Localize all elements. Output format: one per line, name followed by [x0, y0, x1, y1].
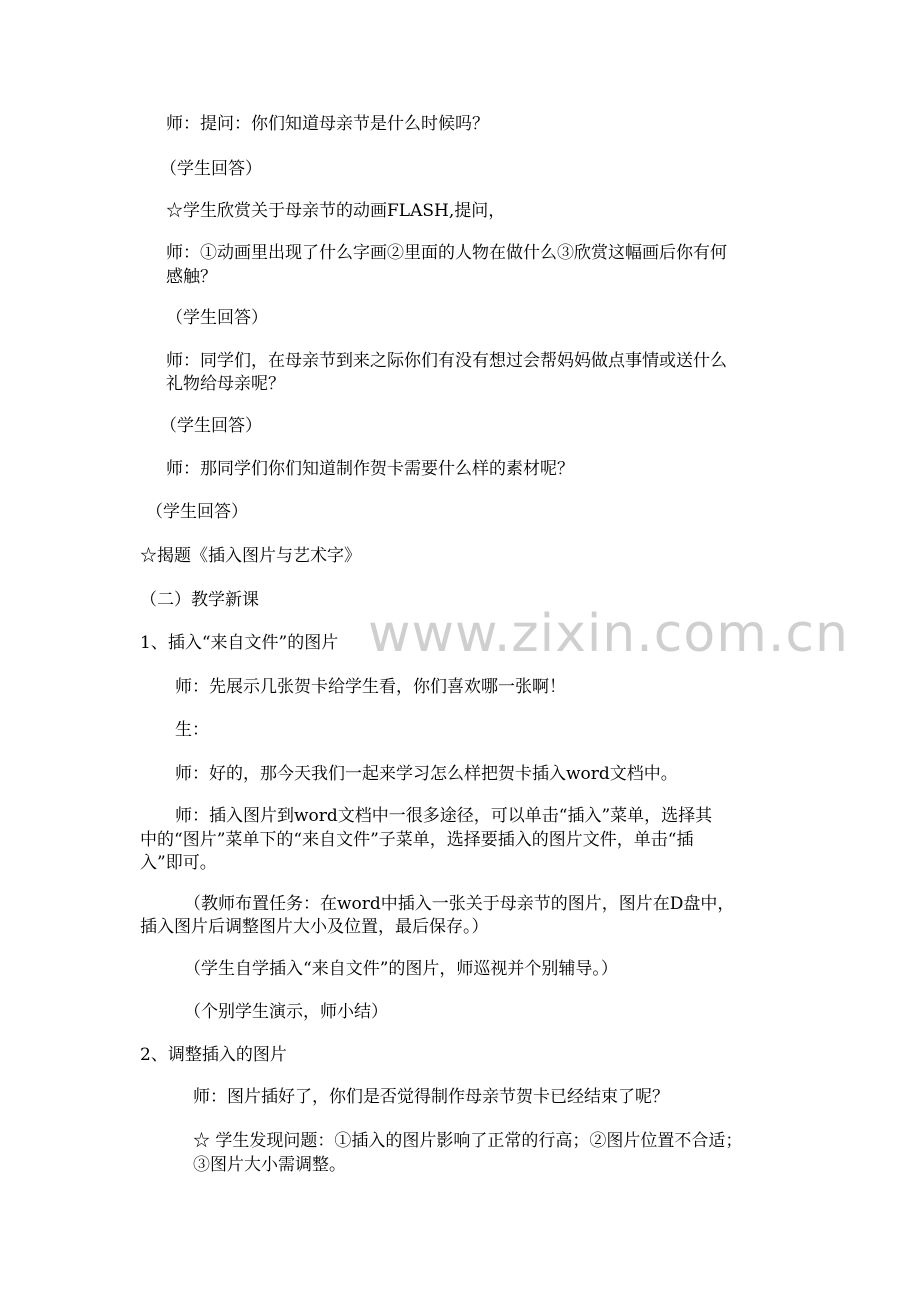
heading: 2、调整插入的图片 — [140, 1045, 287, 1065]
paragraph: 师：①动画里出现了什么字画②里面的人物在做什么③欣赏这幅画后你有何 — [166, 243, 727, 263]
paragraph: 插入图片后调整图片大小及位置，最后保存。） — [140, 917, 489, 937]
paragraph: 入”即可。 — [140, 853, 217, 873]
paragraph: （学生回答） — [166, 308, 268, 328]
paragraph: 师：那同学们你们知道制作贺卡需要什么样的素材呢？ — [166, 459, 574, 479]
paragraph: （二）教学新课 — [140, 590, 259, 610]
paragraph: （学生自学插入“来自文件”的图片，师巡视并个别辅导。） — [184, 959, 618, 979]
paragraph: 感触？ — [166, 267, 217, 287]
paragraph: （教师布置任务：在word中插入一张关于母亲节的图片，图片在D盘中， — [184, 894, 735, 914]
paragraph: 师：先展示几张贺卡给学生看，你们喜欢哪一张啊！ — [175, 677, 566, 697]
paragraph: ☆ 学生发现问题：①插入的图片影响了正常的行高；②图片位置不合适； — [193, 1131, 743, 1151]
paragraph: ☆学生欣赏关于母亲节的动画FLASH,提问， — [166, 201, 506, 221]
paragraph: 师：提问：你们知道母亲节是什么时候吗？ — [166, 114, 489, 134]
paragraph: 礼物给母亲呢？ — [166, 374, 285, 394]
paragraph: 生： — [175, 720, 209, 740]
paragraph: （学生回答） — [146, 502, 248, 522]
watermark: www.zixin.com.cn — [368, 604, 849, 664]
paragraph: （个别学生演示，师小结） — [184, 1002, 388, 1022]
paragraph: 师：插入图片到word文档中一很多途径，可以单击“插入”菜单，选择其 — [175, 806, 713, 826]
paragraph: 师：图片插好了，你们是否觉得制作母亲节贺卡已经结束了呢？ — [193, 1087, 669, 1107]
heading: 1、插入“来自文件”的图片 — [140, 633, 339, 653]
paragraph: （学生回答） — [160, 416, 262, 436]
paragraph: 师：同学们，在母亲节到来之际你们有没有想过会帮妈妈做点事情或送什么 — [166, 351, 727, 371]
paragraph: （学生回答） — [160, 159, 262, 179]
paragraph: 师：好的，那今天我们一起来学习怎么样把贺卡插入word文档中。 — [175, 764, 678, 784]
paragraph: ③图片大小需调整。 — [193, 1155, 346, 1175]
paragraph: 中的“图片”菜单下的“来自文件”子菜单，选择要插入的图片文件，单击“插 — [140, 830, 694, 850]
paragraph: ☆揭题《插入图片与艺术字》 — [140, 546, 361, 566]
